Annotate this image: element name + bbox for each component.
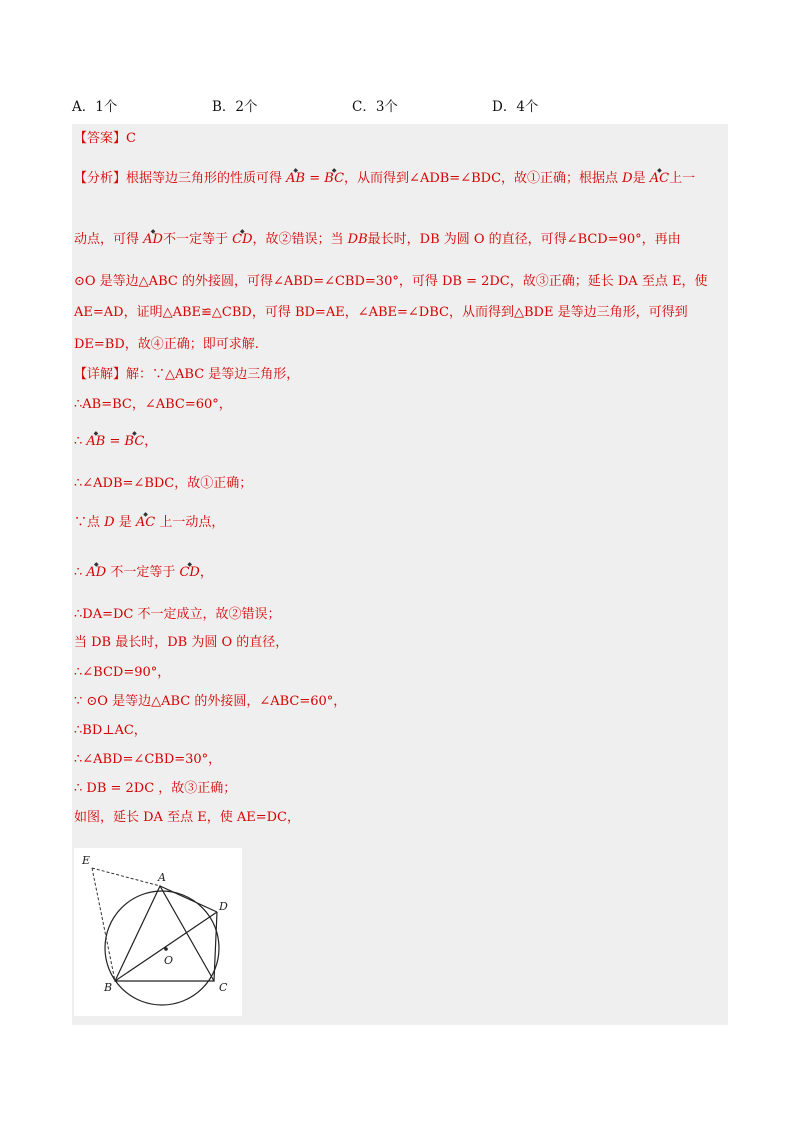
label-c: C: [219, 981, 228, 994]
arc-ab: ◆ AB: [86, 433, 105, 451]
detail-line-11: ∴BD⊥AC，: [74, 723, 147, 738]
detail-line-12: ∴∠ABD=∠CBD=30°，: [74, 752, 222, 767]
figure-svg: [74, 848, 242, 1016]
circumcircle: [105, 891, 219, 1005]
equals: =: [305, 171, 325, 186]
option-a: A．1个: [72, 99, 118, 115]
arc-cd: ◆ CD: [232, 231, 252, 249]
arc-ad: ◆ AD: [86, 564, 106, 582]
arc-ab: ◆ AB: [286, 170, 305, 188]
detail-text: 是: [114, 515, 136, 530]
segment-eb: [92, 868, 115, 981]
point-d: D: [622, 171, 633, 186]
answer-label: 【答案】: [74, 131, 127, 146]
segment-ad: [160, 886, 217, 912]
detail-line-7: ∴DA=DC 不一定成立，故②错误；: [74, 607, 281, 622]
analysis-text: 动点，可得: [74, 232, 140, 247]
option-d: D．4个: [492, 99, 539, 115]
option-b: B．2个: [212, 99, 258, 115]
label-b: B: [104, 981, 113, 994]
geometry-figure: [74, 848, 242, 1016]
arc-ad: ◆ AD: [143, 231, 163, 249]
detail-line-10: ∵ ⊙O 是等边△ABC 的外接圆，∠ABC=60°，: [74, 694, 347, 709]
detail-line-5: [74, 514, 224, 532]
detail-text: ∵点: [74, 515, 105, 530]
analysis-line-2: [74, 231, 681, 249]
analysis-text: 根据等边三角形的性质可得: [126, 171, 283, 186]
detail-line-8: 当 DB 最长时，DB 为圆 O 的直径，: [74, 635, 289, 650]
detail-text: 解：∵△ABC 是等边三角形，: [126, 367, 300, 382]
analysis-line-1: [74, 170, 695, 188]
arc-bc: ◆ BC: [125, 433, 145, 451]
detail-text: ，: [144, 434, 158, 449]
detail-line-14: 如图，延长 DA 至点 E，使 AE=DC，: [74, 810, 300, 825]
answer-line: [74, 130, 136, 148]
equals: =: [105, 434, 125, 449]
arc-ac: ◆ AC: [650, 170, 669, 188]
detail-text: 上一动点，: [155, 515, 225, 530]
analysis-line-3: ⊙O 是等边△ABC 的外接圆，可得∠ABD=∠CBD=30°，可得 DB = 2DC，故③正确；延长 DA 至点 E，使: [74, 274, 708, 289]
detail-label: 【详解】: [74, 367, 127, 382]
option-c: C．3个: [352, 99, 398, 115]
analysis-text: 是: [632, 171, 646, 186]
detail-line-4: ∴∠ADB=∠BDC，故①正确；: [74, 476, 253, 491]
arc-bc: ◆ BC: [324, 170, 344, 188]
analysis-text: 不一定等于: [162, 232, 228, 247]
segment-ea: [92, 868, 160, 886]
detail-text: 不一定等于: [106, 565, 180, 580]
segment-dc: [214, 912, 217, 981]
label-o: O: [164, 954, 174, 967]
label-e: E: [82, 854, 91, 867]
answer-options: [72, 95, 728, 119]
arc-ac: ◆ AC: [136, 514, 155, 532]
detail-line-13: ∴ DB = 2DC ，故③正确；: [74, 781, 237, 796]
center-point: [164, 947, 168, 951]
detail-line-6: [74, 564, 213, 582]
analysis-line-4: AE=AD，证明△ABE≌△CBD，可得 BD=AE，∠ABE=∠DBC，从而得到△BDE 是等边三角形，可得到: [74, 305, 688, 320]
analysis-label: 【分析】: [74, 171, 127, 186]
arc-cd: ◆ CD: [179, 564, 199, 582]
detail-text: ∴: [74, 565, 87, 580]
detail-text: ∴: [74, 434, 87, 449]
segment-bd: [115, 912, 217, 981]
analysis-text: 上一: [669, 171, 696, 186]
segment-db: DB: [347, 232, 368, 247]
solution-panel: [72, 124, 728, 1025]
analysis-text: ，故②错误；当: [252, 232, 344, 247]
detail-line-3: [74, 433, 157, 451]
detail-line-2: ∴AB=BC，∠ABC=60°，: [74, 397, 232, 412]
label-a: A: [158, 871, 166, 884]
analysis-text: ，从而得到∠ADB=∠BDC，故①正确；根据点: [344, 171, 619, 186]
answer-value: C: [126, 131, 136, 146]
point-d: D: [104, 515, 115, 530]
label-d: D: [219, 900, 228, 913]
detail-line-1: [74, 366, 299, 384]
analysis-line-5: DE=BD，故④正确；即可求解.: [74, 337, 259, 352]
detail-line-9: ∴∠BCD=90°，: [74, 665, 171, 680]
analysis-text: 最长时，DB 为圆 O 的直径，可得∠BCD=90°，再由: [367, 232, 681, 247]
detail-text: ，: [199, 565, 213, 580]
